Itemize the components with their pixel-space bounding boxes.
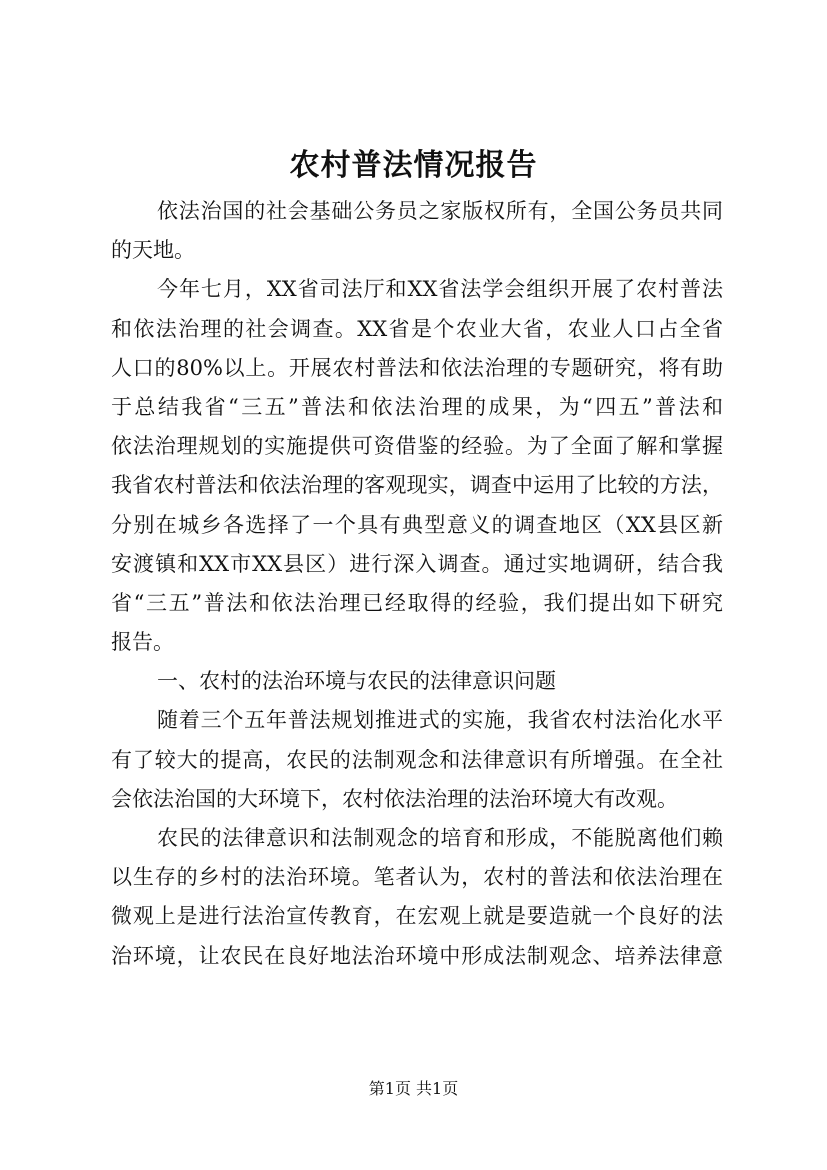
- text-line: 安渡镇和XX市XX县区）进行深入调查。通过实地调研，结合我: [111, 551, 723, 576]
- page-footer: 第1页 共1页: [368, 1079, 459, 1098]
- text-line: 微观上是进行法治宣传教育，在宏观上就是要造就一个良好的法: [111, 904, 723, 929]
- text-line: 的天地。: [111, 238, 195, 263]
- text-line: 我省农村普法和依法治理的客观现实，调查中运用了比较的方法，: [111, 473, 723, 498]
- text-line: 人口的80%以上。开展农村普法和依法治理的专题研究，将有助: [111, 355, 723, 380]
- text-line: 省“三五”普法和依法治理已经取得的经验，我们提出如下研究: [111, 590, 723, 615]
- text-line: 于总结我省“三五”普法和依法治理的成果，为“四五”普法和: [111, 394, 723, 419]
- text-line: 报告。: [111, 630, 174, 655]
- text-line: 分别在城乡各选择了一个具有典型意义的调查地区（XX县区新: [111, 512, 723, 537]
- document-title: 农村普法情况报告: [289, 148, 538, 183]
- text-line: 农民的法律意识和法制观念的培育和形成，不能脱离他们赖: [157, 826, 723, 850]
- text-line: 一、农村的法治环境与农民的法律意识问题: [157, 669, 556, 694]
- text-line: 以生存的乡村的法治环境。笔者认为，农村的普法和依法治理在: [111, 865, 723, 890]
- text-line: 今年七月，XX省司法厅和XX省法学会组织开展了农村普法: [157, 277, 723, 302]
- text-line: 依法治理规划的实施提供可资借鉴的经验。为了全面了解和掌握: [111, 434, 723, 459]
- text-line: 有了较大的提高，农民的法制观念和法律意识有所增强。在全社: [111, 747, 723, 772]
- text-line: 和依法治理的社会调查。XX省是个农业大省，农业人口占全省: [111, 316, 723, 341]
- text-line: 依法治国的社会基础公务员之家版权所有，全国公务员共同: [157, 199, 723, 223]
- text-line: 会依法治国的大环境下，农村依法治理的法治环境大有改观。: [111, 786, 678, 811]
- text-line: 治环境，让农民在良好地法治环境中形成法制观念、培养法律意: [111, 943, 723, 968]
- document-body: [111, 192, 723, 976]
- text-line: 随着三个五年普法规划推进式的实施，我省农村法治化水平: [157, 708, 723, 733]
